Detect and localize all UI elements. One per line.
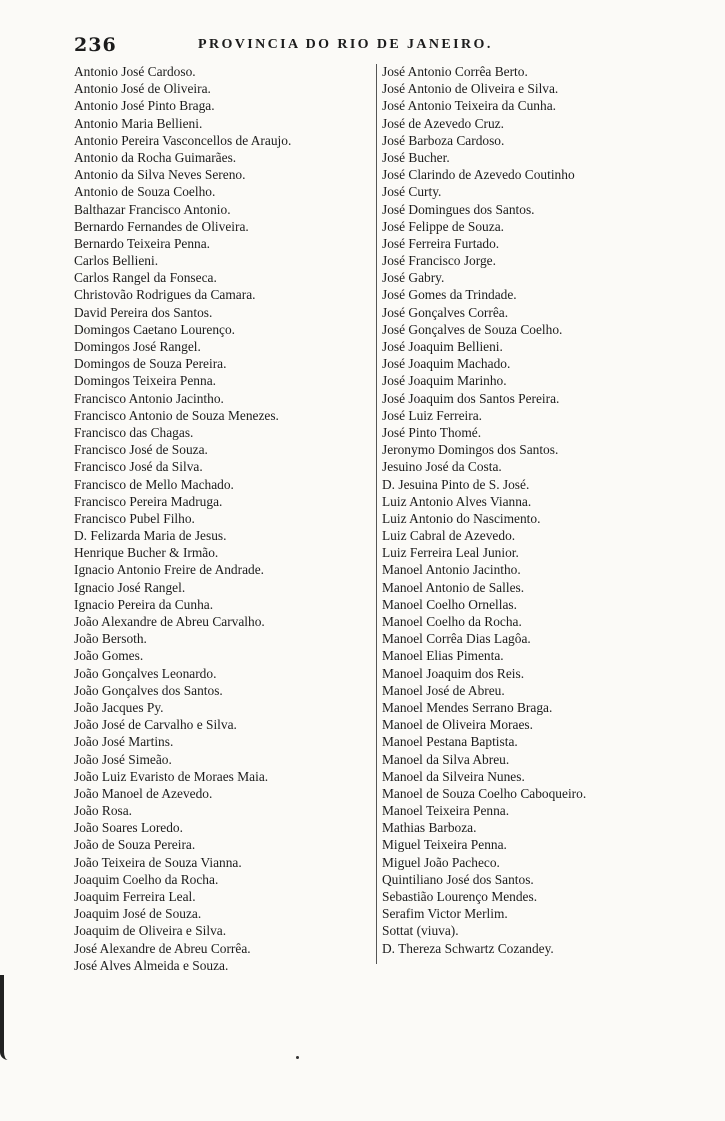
list-item: Manoel Pestana Baptista.: [382, 734, 518, 750]
list-item: Joaquim de Oliveira e Silva.: [74, 923, 227, 939]
list-item: José Domingues dos Santos.: [382, 201, 535, 217]
list-item: Ignacio Pereira da Cunha.: [74, 596, 214, 612]
list-item: Christovão Rodrigues da Camara.: [74, 287, 256, 303]
list-item: Joaquim Coelho da Rocha.: [74, 871, 219, 887]
list-item: Antonio José de Oliveira.: [74, 81, 211, 97]
ink-speck: [296, 1056, 299, 1059]
list-item: Serafim Victor Merlim.: [382, 906, 508, 922]
list-item: José de Azevedo Cruz.: [382, 115, 504, 131]
list-item: Carlos Bellieni.: [74, 253, 159, 269]
list-item: Mathias Barboza.: [382, 820, 477, 836]
list-item: Miguel João Pacheco.: [382, 854, 500, 870]
list-item: Manoel José de Abreu.: [382, 682, 505, 698]
list-item: Antonio da Silva Neves Sereno.: [74, 167, 246, 183]
list-item: José Joaquim Marinho.: [382, 373, 507, 389]
list-item: José Alexandre de Abreu Corrêa.: [74, 940, 251, 956]
list-item: José Gomes da Trindade.: [382, 287, 517, 303]
binding-edge-mark: [0, 975, 16, 1060]
right-name-column: [382, 63, 712, 957]
list-item: José Barboza Cardoso.: [382, 132, 505, 148]
list-item: Domingos José Rangel.: [74, 339, 201, 354]
list-item: Henrique Bucher & Irmão.: [74, 545, 219, 561]
list-item: José Antonio Corrêa Berto.: [382, 64, 528, 79]
list-item: Antonio Maria Bellieni.: [74, 115, 203, 131]
list-item: Francisco das Chagas.: [74, 424, 194, 440]
list-item: José Luiz Ferreira.: [382, 407, 483, 423]
list-item: Francisco de Mello Machado.: [74, 476, 234, 492]
list-item: João Rosa.: [74, 803, 133, 819]
list-item: David Pereira dos Santos.: [74, 304, 213, 320]
list-item: João de Souza Pereira.: [74, 837, 196, 853]
list-item: Luiz Cabral de Azevedo.: [382, 528, 516, 544]
list-item: Francisco José de Souza.: [74, 442, 208, 458]
list-item: José Bucher.: [382, 149, 450, 165]
list-item: Manoel da Silveira Nunes.: [382, 768, 525, 784]
list-item: Sottat (viuva).: [382, 923, 459, 939]
list-item: Joaquim Ferreira Leal.: [74, 889, 196, 904]
list-item: Manoel Coelho da Rocha.: [382, 614, 522, 629]
list-item: Ignacio José Rangel.: [74, 579, 186, 595]
list-item: Manoel Antonio de Salles.: [382, 579, 525, 595]
list-item: José Clarindo de Azevedo Coutinho: [382, 167, 575, 183]
list-item: José Gonçalves de Souza Coelho.: [382, 321, 563, 337]
list-item: Francisco Antonio Jacintho.: [74, 390, 224, 406]
list-item: D. Felizarda Maria de Jesus.: [74, 528, 227, 544]
list-item: João Jacques Py.: [74, 699, 164, 715]
list-item: D. Thereza Schwartz Cozandey.: [382, 940, 554, 956]
list-item: Jesuino José da Costa.: [382, 459, 502, 475]
list-item: José Antonio de Oliveira e Silva.: [382, 81, 559, 97]
list-item: Manoel Teixeira Penna.: [382, 803, 510, 819]
list-item: Sebastião Lourenço Mendes.: [382, 889, 538, 904]
list-item: Domingos Caetano Lourenço.: [74, 321, 236, 337]
list-item: Manoel Corrêa Dias Lagôa.: [382, 631, 531, 647]
list-item: Luiz Antonio Alves Vianna.: [382, 493, 532, 509]
list-item: Quintiliano José dos Santos.: [382, 871, 534, 887]
list-item: Manoel Mendes Serrano Braga.: [382, 699, 553, 715]
list-item: Bernardo Fernandes de Oliveira.: [74, 218, 249, 234]
list-item: Antonio José Pinto Braga.: [74, 98, 215, 114]
list-item: Manoel de Souza Coelho Caboqueiro.: [382, 785, 587, 801]
list-item: Antonio da Rocha Guimarães.: [74, 149, 237, 165]
list-item: José Gonçalves Corrêa.: [382, 304, 509, 320]
list-item: Antonio Pereira Vasconcellos de Araujo.: [74, 132, 292, 148]
list-item: Francisco Antonio de Souza Menezes.: [74, 407, 279, 423]
list-item: Francisco Pereira Madruga.: [74, 493, 223, 509]
list-item: João Bersoth.: [74, 631, 147, 647]
list-item: José Alves Almeida e Souza.: [74, 957, 229, 973]
page-header: [74, 34, 574, 56]
list-item: Manoel Coelho Ornellas.: [382, 596, 517, 612]
list-item: João Soares Loredo.: [74, 820, 183, 836]
list-item: Carlos Rangel da Fonseca.: [74, 270, 217, 286]
list-item: Bernardo Teixeira Penna.: [74, 235, 211, 251]
list-item: José Antonio Teixeira da Cunha.: [382, 98, 556, 114]
list-item: Balthazar Francisco Antonio.: [74, 201, 231, 217]
list-item: Luiz Antonio do Nascimento.: [382, 510, 541, 526]
list-item: José Joaquim Bellieni.: [382, 339, 503, 354]
list-item: José Francisco Jorge.: [382, 253, 496, 269]
list-item: João Gonçalves Leonardo.: [74, 665, 217, 681]
page-number: 236: [74, 34, 117, 56]
list-item: João Gonçalves dos Santos.: [74, 682, 223, 698]
list-item: D. Jesuina Pinto de S. José.: [382, 476, 530, 492]
list-item: João José de Carvalho e Silva.: [74, 717, 237, 733]
list-item: José Felippe de Souza.: [382, 218, 504, 234]
running-title: PROVINCIA DO RIO DE JANEIRO.: [198, 37, 493, 52]
list-item: João José Simeão.: [74, 751, 172, 767]
list-item: João José Martins.: [74, 734, 174, 750]
list-item: José Curty.: [382, 184, 442, 200]
list-item: Manoel Antonio Jacintho.: [382, 562, 521, 578]
list-item: Manoel da Silva Abreu.: [382, 751, 510, 767]
list-item: Luiz Ferreira Leal Junior.: [382, 545, 519, 561]
list-item: João Gomes.: [74, 648, 144, 664]
list-item: José Ferreira Furtado.: [382, 235, 500, 251]
list-item: José Joaquim dos Santos Pereira.: [382, 390, 560, 406]
list-item: Ignacio Antonio Freire de Andrade.: [74, 562, 265, 578]
list-item: Domingos de Souza Pereira.: [74, 356, 227, 372]
list-item: João Teixeira de Souza Vianna.: [74, 854, 242, 870]
list-item: Miguel Teixeira Penna.: [382, 837, 507, 853]
list-item: Manoel Joaquim dos Reis.: [382, 665, 525, 681]
list-item: Antonio José Cardoso.: [74, 64, 196, 79]
list-item: José Pinto Thomé.: [382, 424, 482, 440]
list-item: João Manoel de Azevedo.: [74, 785, 213, 801]
left-name-column: [74, 63, 374, 974]
list-item: Domingos Teixeira Penna.: [74, 373, 216, 389]
list-item: José Joaquim Machado.: [382, 356, 511, 372]
list-item: João Alexandre de Abreu Carvalho.: [74, 614, 265, 629]
list-item: Joaquim José de Souza.: [74, 906, 202, 922]
list-item: José Gabry.: [382, 270, 445, 286]
list-item: João Luiz Evaristo de Moraes Maia.: [74, 768, 269, 784]
list-item: Antonio de Souza Coelho.: [74, 184, 216, 200]
column-divider: [376, 64, 377, 964]
list-item: Manoel Elias Pimenta.: [382, 648, 504, 664]
list-item: Jeronymo Domingos dos Santos.: [382, 442, 559, 458]
list-item: Manoel de Oliveira Moraes.: [382, 717, 533, 733]
list-item: Francisco Pubel Filho.: [74, 510, 195, 526]
list-item: Francisco José da Silva.: [74, 459, 203, 475]
